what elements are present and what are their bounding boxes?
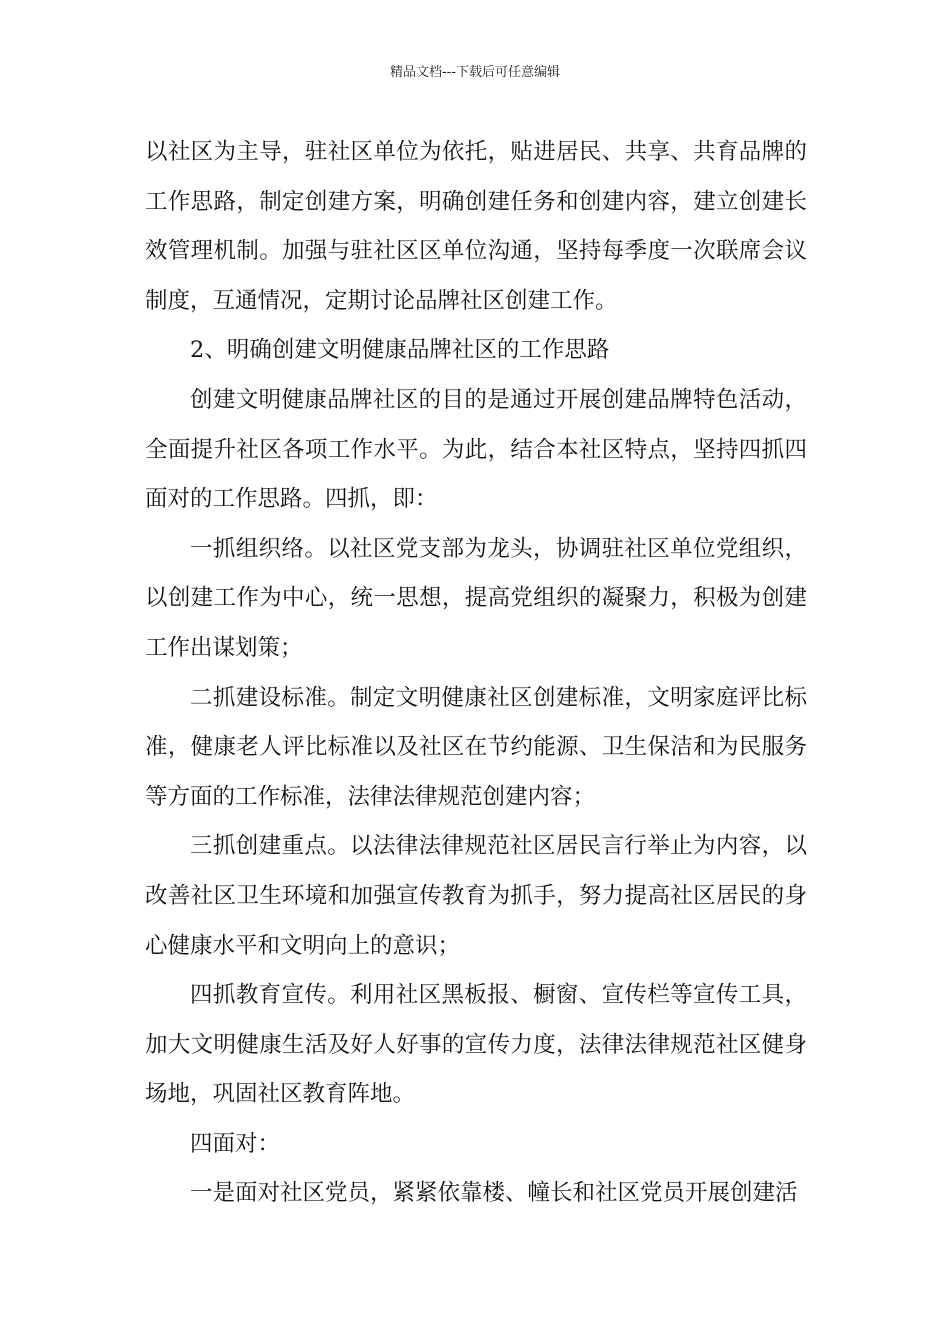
paragraph: 四抓教育宣传。利用社区黑板报、橱窗、宣传栏等宣传工具，加大文明健康生活及好人好事的宣传力度，法律法律规范社区健身场地，巩固社区教育阵地。	[145, 982, 807, 1108]
paragraph: 四面对：	[190, 1130, 281, 1157]
paragraph: 三抓创建重点。以法律法律规范社区居民言行举止为内容，以改善社区卫生环境和加强宣传教育为抓手，努力提高社区居民的身心健康水平和文明向上的意识；	[145, 833, 807, 959]
document-body	[145, 128, 807, 1219]
page-header: 精品文档---下载后可任意编辑	[389, 65, 561, 80]
paragraph: 创建文明健康品牌社区的目的是通过开展创建品牌特色活动，全面提升社区各项工作水平。为此，结合本社区特点，坚持四抓四面对的工作思路。四抓，即：	[145, 386, 807, 513]
paragraph-continuation: 以社区为主导，驻社区单位为依托，贴进居民、共享、共育品牌的工作思路，制定创建方案，明确创建任务和创建内容，建立创建长效管理机制。加强与驻社区区单位沟通，坚持每季度一次联席会议制度，互通情况，定期讨论品牌社区创建工作。	[145, 139, 807, 314]
paragraph: 一是面对社区党员，紧紧依靠楼、幢长和社区党员开展创建活	[190, 1180, 798, 1207]
section-heading: 2、明确创建文明健康品牌社区的工作思路	[190, 337, 610, 364]
paragraph: 一抓组织络。以社区党支部为龙头，协调驻社区单位党组织，以创建工作为中心，统一思想，提高党组织的凝聚力，积极为创建工作出谋划策；	[145, 535, 807, 661]
paragraph: 二抓建设标准。制定文明健康社区创建标准，文明家庭评比标准，健康老人评比标准以及社区在节约能源、卫生保洁和为民服务等方面的工作标准，法律法律规范创建内容；	[145, 684, 807, 810]
